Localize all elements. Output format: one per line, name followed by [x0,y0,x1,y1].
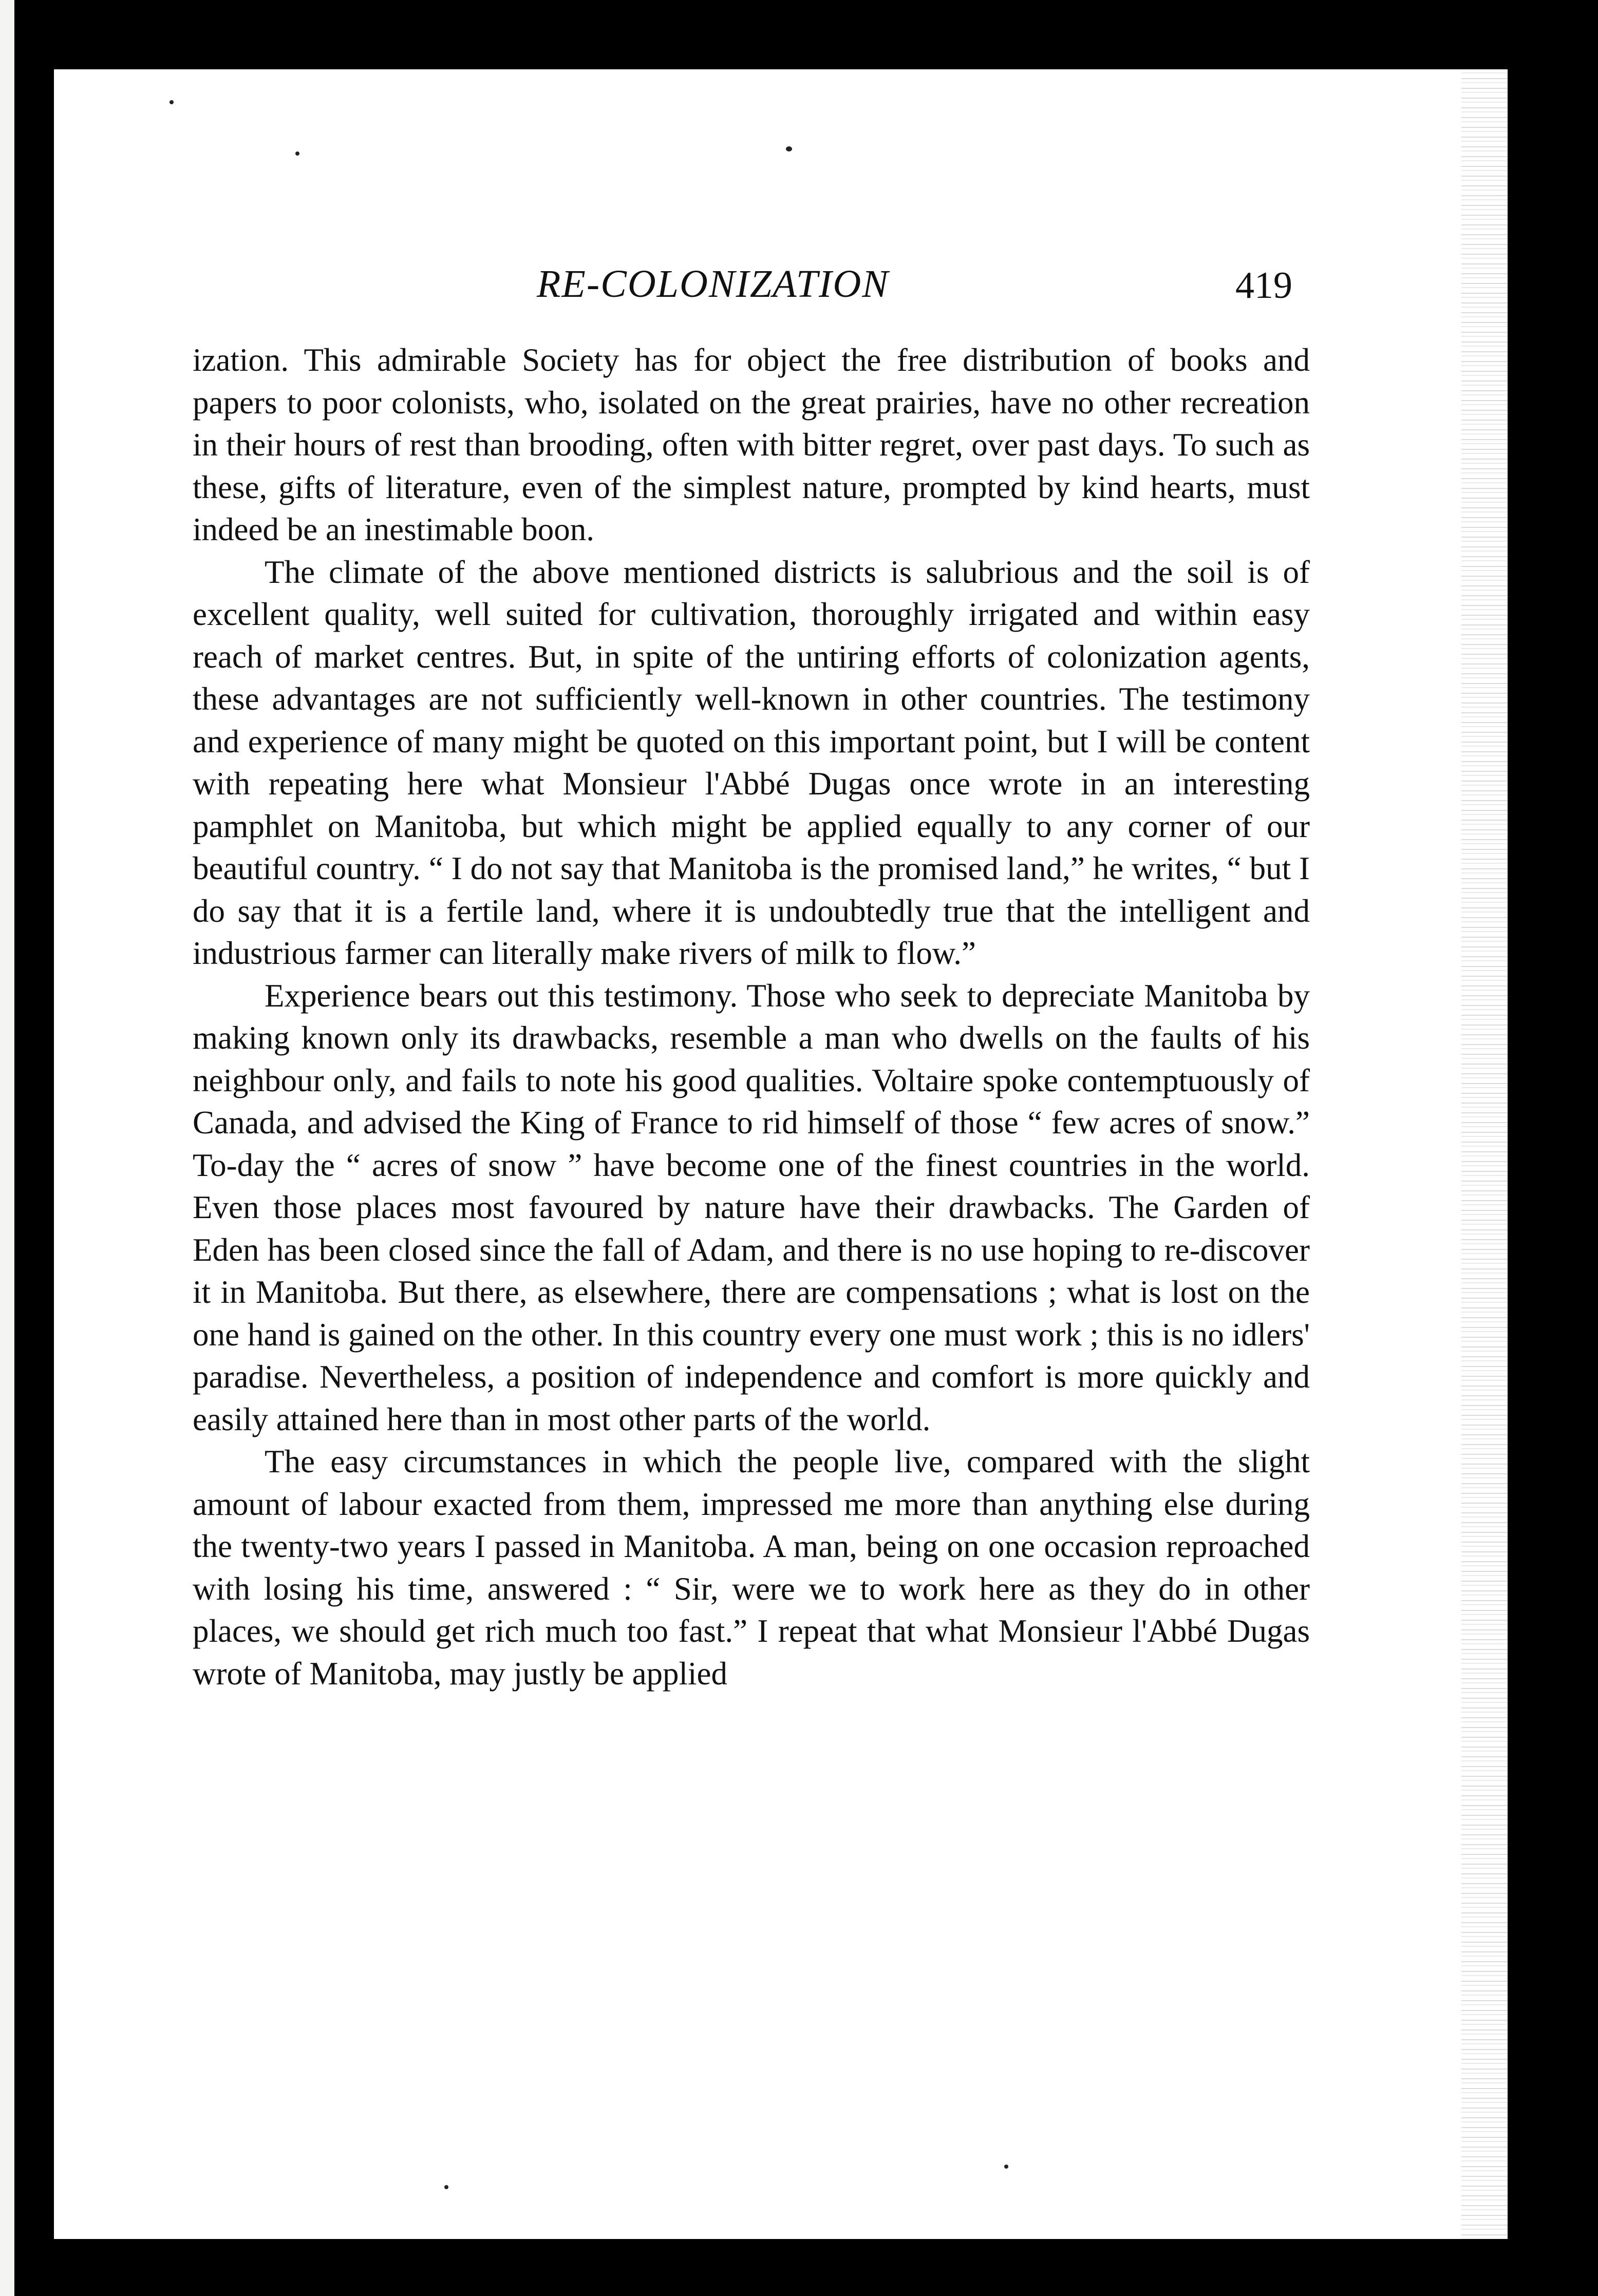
book-page [54,69,1508,2239]
page-number: 419 [1235,264,1292,307]
print-speck [295,151,299,156]
print-speck [444,2185,448,2189]
paragraph: The easy circumstances in which the people live, compared with the slight amount of labour exacted from them, impressed me more than anything else during the twenty-two years I passed in Manitoba. A man, being on one occasion reproached with losing his time, answered : “ Sir, were we to work here as they do in other places, we should get rich much too fast.” I repeat that what Monsieur l'Abbé Dugas wrote of Manitoba, may justly be applied [193,1444,1310,1692]
print-speck [170,100,174,104]
print-speck [786,146,792,151]
paragraph: Experience bears out this testimony. Those who seek to depreciate Manitoba by making known only its drawbacks, resemble a man who dwells on the faults of his neighbour only, and fails to note his good qualities. Voltaire spoke contemptuously of Canada, and advised the King of France to rid himself of those “ few acres of snow.” To-day the “ acres of snow ” have become one of the finest countries in the world. Even those places most favoured by nature have their drawbacks. The Garden of Eden has been closed since the fall of Adam, and there is no use hoping to re-discover it in Manitoba. But there, as elsewhere, there are compensations ; what is lost on the one hand is gained on the other. In this country every one must work ; this is no idlers' paradise. Nevertheless, a position of independence and comfort is more quickly and easily attained here than in most other parts of the world. [193,977,1310,1437]
gutter-noise [1461,69,1508,2239]
print-speck [1004,2165,1008,2169]
page-header [54,262,1508,318]
scan-left-edge [0,0,14,2296]
paragraph: ization. This admirable Society has for object the free distribution of books and papers to poor colonists, who, isolated on the great prairies, have no other recreation in their hours of rest than brooding, often with bitter regret, over past days. To such as these, gifts of literature, even of the simplest nature, prompted by kind hearts, must indeed be an inestimable boon. [193,342,1310,547]
body-text [193,339,1310,1695]
running-title: RE-COLONIZATION [537,262,889,306]
paragraph: The climate of the above mentioned districts is salubrious and the soil is of excellent quality, well suited for cultivation, thoroughly irrigated and within easy reach of market centres. But, in spite of the untiring efforts of colonization agents, these advantages are not sufficiently well-known in other countries. The testimony and experience of many might be quoted on this important point, but I will be content with repeating here what Monsieur l'Abbé Dugas once wrote in an interesting pamphlet on Manitoba, but which might be applied equally to any corner of our beautiful country. “ I do not say that Manitoba is the promised land,” he writes, “ but I do say that it is a fertile land, where it is undoubtedly true that the intelligent and industrious farmer can literally make rivers of milk to flow.” [193,554,1310,971]
